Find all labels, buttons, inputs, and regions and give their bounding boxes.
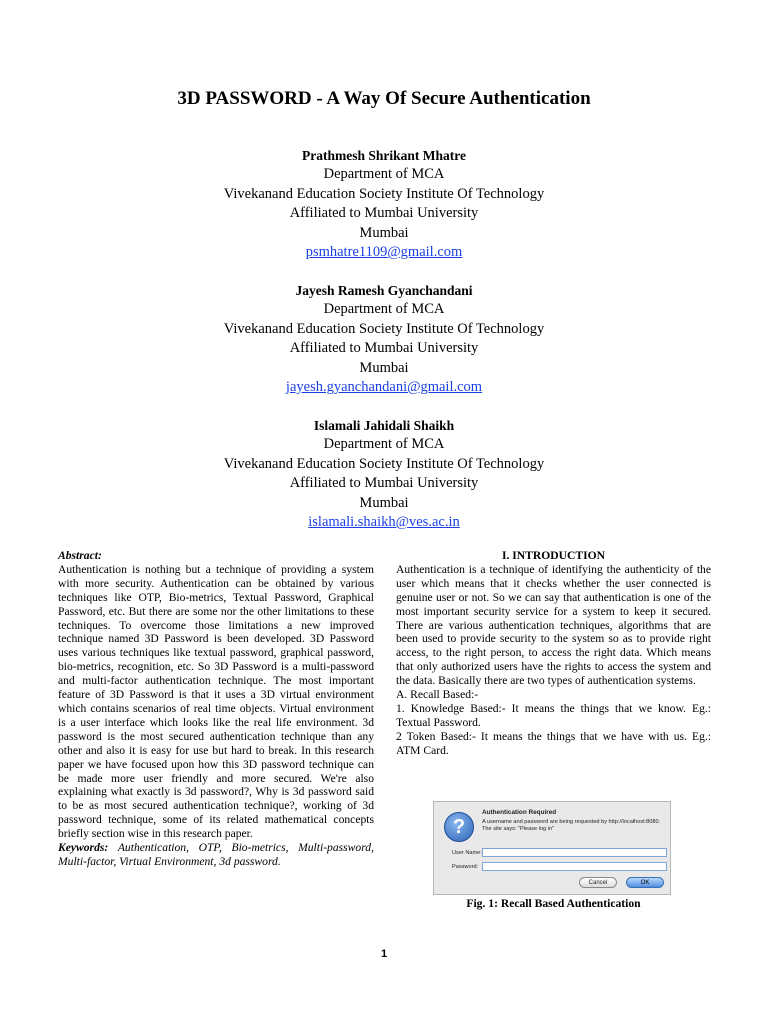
user-name-input[interactable] [482, 848, 667, 857]
author-email-link[interactable]: psmhatre1109@gmail.com [305, 244, 463, 261]
author-institute: Vivekanand Education Society Institute Of Technology [223, 185, 545, 202]
dialog-title: Authentication Required [482, 809, 557, 816]
author-name: Prathmesh Shrikant Mhatre [302, 148, 466, 163]
page-number: 1 [380, 948, 388, 960]
introduction-column [396, 549, 711, 758]
author-affiliation: Affiliated to Mumbai University [289, 475, 479, 492]
author-department: Department of MCA [323, 301, 445, 318]
keywords-text: Authentication, OTP, Bio-metrics, Multi-password, Multi-factor, Virtual Environment, 3d password. [58, 841, 374, 868]
author-department: Department of MCA [323, 436, 445, 453]
token-based-item: 2 Token Based:- It means the things that we have with us. Eg.: ATM Card. [396, 729, 711, 757]
author-city: Mumbai [359, 359, 409, 376]
recall-based-heading: A. Recall Based:- [396, 688, 479, 702]
abstract-column [58, 549, 374, 869]
author-block-2 [0, 281, 768, 397]
author-block-1 [0, 146, 768, 262]
author-name: Islamali Jahidali Shaikh [313, 418, 455, 433]
paper-title: 3D PASSWORD - A Way Of Secure Authentication [177, 88, 591, 109]
knowledge-based-item: 1. Knowledge Based:- It means the things that we know. Eg.: Textual Password. [396, 701, 711, 729]
user-name-label: User Name: [452, 850, 482, 856]
author-email-link[interactable]: islamali.shaikh@ves.ac.in [308, 514, 460, 531]
author-affiliation: Affiliated to Mumbai University [289, 205, 479, 222]
authentication-dialog-figure [433, 801, 671, 895]
author-department: Department of MCA [323, 166, 445, 183]
figure-caption: Fig. 1: Recall Based Authentication [466, 897, 641, 910]
author-name: Jayesh Ramesh Gyanchandani [295, 283, 473, 298]
author-institute: Vivekanand Education Society Institute Of Technology [223, 320, 545, 337]
author-affiliation: Affiliated to Mumbai University [289, 340, 479, 357]
password-label: Password: [452, 864, 479, 870]
abstract-heading: Abstract: [58, 549, 102, 562]
ok-button[interactable]: OK [626, 877, 664, 888]
dialog-message: A username and password are being requested by http://localhost:8080. The site says: "Please log in" [482, 819, 661, 832]
password-input[interactable] [482, 862, 667, 871]
abstract-text: Authentication is nothing but a technique of providing a system with more security. Authentication can be obtained by various techniques like OTP, Bio-metrics, Textual Password, Graphical Password, etc. But there are some nor the other limitations to these techniques. To overcome those limitations a new improved technique named 3D Password is been developed. 3D Password uses various techniques like textual password, graphical password, bio-metrics, recognition, etc. So 3D Password is a multi-password and multi-factor authentication technique. The most important feature of 3D Password is that it uses a 3D virtual environment which contains scenarios of real time objects. Virtual environment is a user interface which looks like the real life environment. 3d password is the most secured authentication technique than any other and also it is easy for use but hard to break. In this research paper we have focused upon how this 3D password technique can be made more user friendly and more secured. We're also explaining what exactly is 3d password?, Why is 3d password said to be as most secured authentication technique?, working of 3d password technique, some of its related mathematical concepts briefly section wise in this research paper. [58, 562, 374, 841]
question-icon: ? [444, 812, 474, 842]
author-institute: Vivekanand Education Society Institute Of Technology [223, 455, 545, 472]
author-block-3 [0, 416, 768, 532]
keywords-label: Keywords: [58, 841, 109, 855]
keywords-paragraph [58, 841, 374, 869]
author-email-link[interactable]: jayesh.gyanchandani@gmail.com [285, 379, 483, 396]
cancel-button[interactable]: Cancel [579, 877, 617, 888]
author-city: Mumbai [359, 494, 409, 511]
author-city: Mumbai [359, 224, 409, 241]
introduction-paragraph: Authentication is a technique of identifying the authenticity of the user which means that it checks whether the user connected is genuine user or not. So we can say that authentication is one of the most important security service for a system to keep it secured. There are various authentication techniques, algorithms that are been used to provide security to the system so as to provide right access, to the right person, to access the right data. Which means that only authorized users have the rights to access the system and the data. Basically there are two types of authentication systems. [396, 562, 711, 688]
introduction-heading: I. INTRODUCTION [501, 549, 606, 562]
